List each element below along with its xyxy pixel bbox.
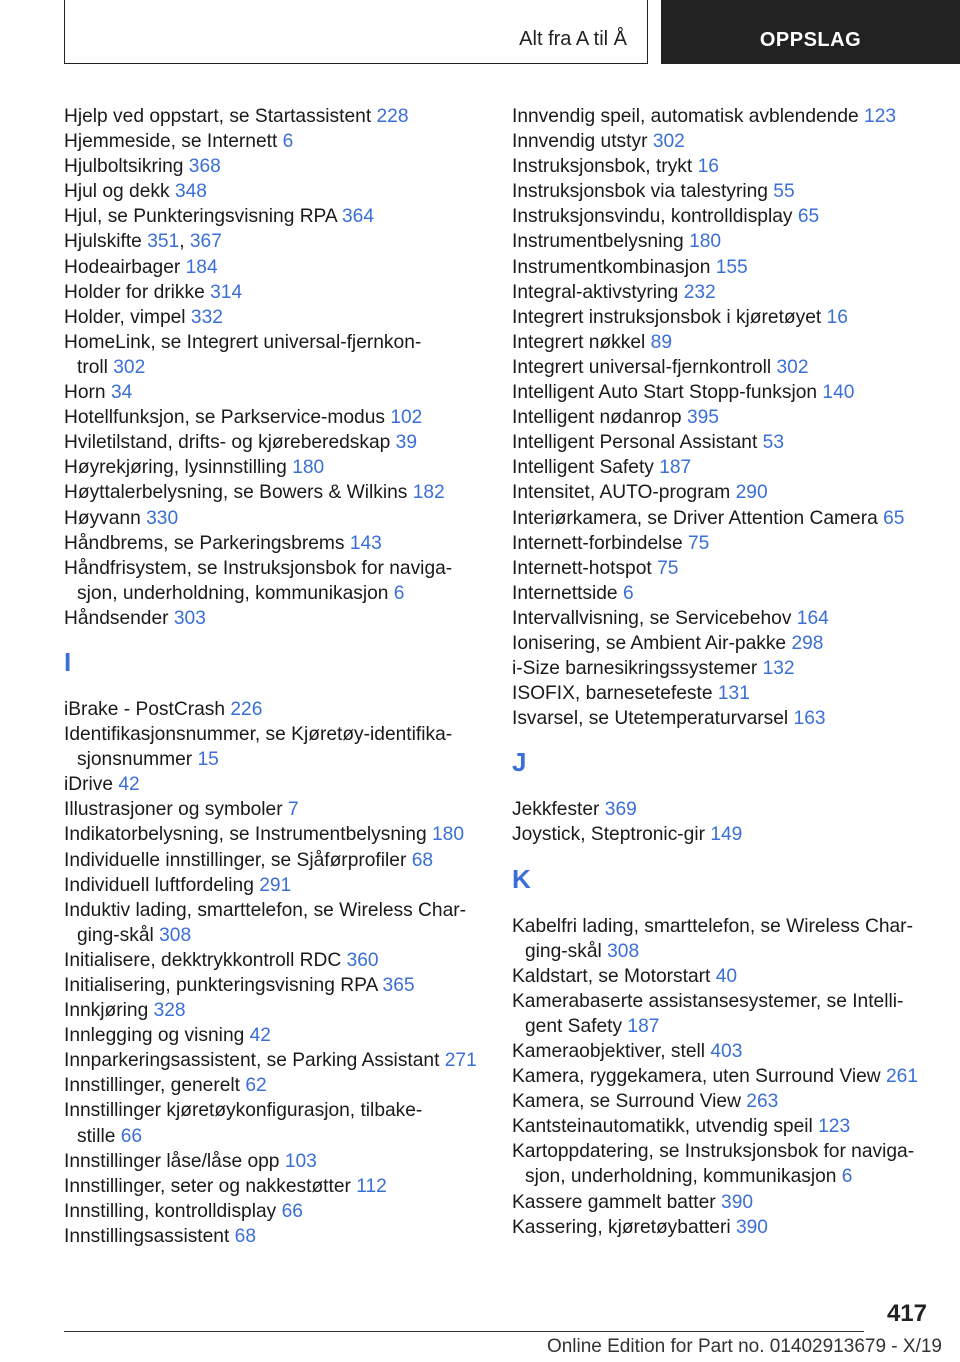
page-number: 417 <box>886 1300 927 1327</box>
entry-term: Individuell luftfordeling <box>64 874 254 896</box>
index-entry <box>512 606 932 631</box>
index-column-left <box>64 104 494 1249</box>
page-reference-link[interactable]: 328 <box>153 1000 186 1022</box>
entry-term: Integrert instruksjonsbok i kjøretøyet <box>512 306 822 328</box>
index-entry <box>64 797 494 822</box>
entry-term: gent Safety <box>525 1015 623 1037</box>
index-entry <box>64 873 494 898</box>
page-reference-link[interactable]: 180 <box>292 457 325 479</box>
page-reference-link[interactable]: 39 <box>395 432 418 454</box>
index-entry <box>64 280 494 305</box>
entry-term: Hodeairbager <box>64 256 181 278</box>
entry-term: Innstillinger kjøretøykonfigurasjon, tilbake- <box>64 1100 423 1122</box>
index-entry <box>64 948 494 973</box>
entry-term: Illustrasjoner og symboler <box>64 799 283 821</box>
entry-term: ISOFIX, barnesetefeste <box>512 683 713 705</box>
page-reference-link[interactable]: 302 <box>113 356 146 378</box>
entry-term: Innstilling, kontrolldisplay <box>64 1200 277 1222</box>
entry-term: Hviletilstand, drifts- og kjøreberedskap <box>64 432 391 454</box>
page-reference-link[interactable]: 180 <box>689 231 722 253</box>
page-reference-link[interactable]: 348 <box>174 181 207 203</box>
entry-term: Integrert nøkkel <box>512 331 646 353</box>
index-entry <box>64 405 494 430</box>
index-entry <box>512 430 932 455</box>
entry-term: Innkjøring <box>64 1000 149 1022</box>
page-reference-link[interactable]: 155 <box>715 256 748 278</box>
index-entry <box>512 330 932 355</box>
page-reference-link[interactable]: 163 <box>793 708 826 730</box>
index-entry <box>512 154 932 179</box>
page-reference-link[interactable]: 302 <box>652 131 685 153</box>
page-reference-link[interactable]: 68 <box>411 849 434 871</box>
entry-term: Intelligent nødanrop <box>512 407 682 429</box>
index-entry <box>64 1199 494 1224</box>
index-entry <box>512 964 932 989</box>
index-entry <box>64 430 494 455</box>
page-reference-link[interactable]: 308 <box>159 924 192 946</box>
entry-term: Kassering, kjøretøybatteri <box>512 1216 731 1238</box>
entry-term: stille <box>77 1125 116 1147</box>
entry-term: Internett-forbindelse <box>512 532 683 554</box>
entry-term: sjon, underholdning, kommunikasjon <box>525 1166 837 1188</box>
index-entry <box>64 154 494 179</box>
page-reference-link[interactable]: 53 <box>762 432 785 454</box>
entry-term: Instrumentbelysning <box>512 231 684 253</box>
entry-term: Ionisering, se Ambient Air-pakke <box>512 632 787 654</box>
page-reference-link[interactable]: 226 <box>230 698 263 720</box>
page-reference-link[interactable]: 102 <box>390 407 423 429</box>
page-reference-link[interactable]: 308 <box>607 940 640 962</box>
page-reference-link[interactable]: 65 <box>797 206 820 228</box>
index-entry <box>64 455 494 480</box>
page-reference-link[interactable]: 6 <box>282 131 294 153</box>
index-entry <box>512 581 932 606</box>
index-entry <box>512 280 932 305</box>
entry-term: Instruksjonsvindu, kontrolldisplay <box>512 206 793 228</box>
page-reference-link[interactable]: 149 <box>710 824 743 846</box>
index-entry <box>64 480 494 505</box>
footer-edition: Online Edition for Part no. 01402913679 - X/19 <box>546 1336 942 1357</box>
index-entry <box>512 1089 932 1114</box>
page-reference-link[interactable]: 187 <box>627 1015 660 1037</box>
page-reference-link[interactable]: 55 <box>773 181 795 203</box>
entry-term: Kartoppdatering, se Instruksjonsbok for naviga- <box>512 1141 915 1163</box>
header-section-box <box>64 0 648 64</box>
page-reference-link[interactable]: 364 <box>342 206 375 228</box>
page-reference-link[interactable]: 184 <box>185 256 218 278</box>
page-reference-link[interactable]: 403 <box>710 1041 743 1062</box>
entry-term: Kamerabaserte assistansesystemer, se Intelli- <box>512 990 904 1012</box>
index-entry <box>512 914 932 964</box>
page-reference-link[interactable]: 123 <box>818 1116 851 1138</box>
index-entry <box>512 405 932 430</box>
page-reference-link[interactable]: 368 <box>188 156 221 178</box>
entry-term: Induktiv lading, smarttelefon, se Wireless Char- <box>64 899 467 921</box>
page-reference-link[interactable]: 271 <box>444 1050 477 1072</box>
entry-term: Intelligent Personal Assistant <box>512 432 758 454</box>
entry-term: Kabelfri lading, smarttelefon, se Wireless Char- <box>512 915 913 937</box>
entry-term: Innstillinger låse/låse opp <box>64 1150 280 1172</box>
index-entry <box>64 1149 494 1174</box>
entry-term: Innparkeringsassistent, se Parking Assistant <box>64 1050 440 1072</box>
entry-term: Indikatorbelysning, se Instrumentbelysning <box>64 824 427 846</box>
entry-term: Hjemmeside, se Internett <box>64 131 278 153</box>
entry-term: Innvendig utstyr <box>512 131 648 153</box>
entry-term: Instrumentkombinasjon <box>512 256 711 278</box>
index-entry <box>512 129 932 154</box>
entry-term: Integral-aktivstyring <box>512 281 679 303</box>
page-reference-link[interactable]: 7 <box>287 799 299 821</box>
index-entry <box>64 556 494 606</box>
entry-term: Høyvann <box>64 507 141 529</box>
entry-term: Isvarsel, se Utetemperaturvarsel <box>512 708 789 730</box>
index-entry <box>512 1215 932 1240</box>
index-entry <box>64 822 494 847</box>
index-entry <box>64 179 494 204</box>
page-reference-link[interactable]: 123 <box>864 106 897 127</box>
entry-term: Innvendig speil, automatisk avblendende <box>512 106 859 127</box>
page-reference-link[interactable]: 40 <box>715 965 738 987</box>
index-letter-heading: J <box>512 747 527 778</box>
entry-term: Høyrekjøring, lysinnstilling <box>64 457 287 479</box>
index-entry <box>512 989 932 1039</box>
entry-term: Jekkfester <box>512 799 600 821</box>
page-reference-link[interactable]: 15 <box>197 749 219 771</box>
page-header <box>64 0 960 66</box>
index-entry <box>512 455 932 480</box>
index-entry <box>512 681 932 706</box>
page-reference-link[interactable]: 6 <box>393 582 405 604</box>
index-entry <box>64 973 494 998</box>
index-entry <box>64 305 494 330</box>
index-entry <box>64 380 494 405</box>
page-reference-link[interactable]: 228 <box>376 106 409 127</box>
page-reference-link[interactable]: 291 <box>259 874 292 896</box>
page-reference-link[interactable]: 66 <box>120 1125 143 1147</box>
entry-term: Initialisering, punkteringsvisning RPA <box>64 975 378 996</box>
index-entry <box>512 480 932 505</box>
index-entry <box>64 606 494 631</box>
page-reference-link[interactable]: 62 <box>245 1075 267 1097</box>
page-reference-link[interactable]: 180 <box>431 824 464 846</box>
page-reference-link[interactable]: 131 <box>717 683 750 705</box>
entry-term: Intensitet, AUTO-program <box>512 482 731 504</box>
entry-term: Innstillinger, seter og nakkestøtter <box>64 1175 351 1197</box>
index-entry <box>64 1048 494 1073</box>
entry-term: Innstillingsassistent <box>64 1225 230 1247</box>
entry-term: Internettside <box>512 582 618 604</box>
page-reference-link[interactable]: 263 <box>746 1091 779 1113</box>
index-entry <box>512 305 932 330</box>
page-reference-link[interactable]: 365 <box>382 975 415 996</box>
index-entry <box>64 1073 494 1098</box>
page-reference-link[interactable]: 390 <box>721 1191 754 1213</box>
entry-term: Hotellfunksjon, se Parkservice-modus <box>64 407 385 429</box>
entry-term: HomeLink, se Integrert universal-fjernkon- <box>64 331 422 353</box>
entry-term: Kameraobjektiver, stell <box>512 1041 706 1062</box>
index-entry <box>512 229 932 254</box>
section-title: Alt fra A til Å <box>519 28 627 50</box>
index-entry <box>512 656 932 681</box>
index-letter-heading: K <box>512 863 531 894</box>
page-reference-link[interactable]: 16 <box>826 306 848 328</box>
entry-term: Kamera, se Surround View <box>512 1091 741 1113</box>
index-entry <box>512 355 932 380</box>
entry-term: Hjelp ved oppstart, se Startassistent <box>64 106 372 127</box>
page-reference-link[interactable]: 232 <box>683 281 716 303</box>
entry-term: Kamera, ryggekamera, uten Surround View <box>512 1066 881 1088</box>
index-entry <box>512 1139 932 1189</box>
entry-term: Instruksjonsbok, trykt <box>512 156 693 178</box>
page-reference-link[interactable]: 367 <box>189 231 222 253</box>
entry-term: ging-skål <box>77 924 154 946</box>
page-reference-link[interactable]: 65 <box>883 507 905 529</box>
entry-term: Holder, vimpel <box>64 306 186 328</box>
index-entry <box>512 706 932 731</box>
index-entry <box>64 1098 494 1148</box>
index-entry <box>512 179 932 204</box>
page-reference-link[interactable]: 290 <box>735 482 768 504</box>
page-reference-link[interactable]: 6 <box>841 1166 853 1188</box>
page-reference-link[interactable]: 34 <box>110 382 133 404</box>
index-entry <box>512 104 932 129</box>
index-entry <box>512 1114 932 1139</box>
entry-term: Interiørkamera, se Driver Attention Camera <box>512 507 878 529</box>
entry-term: Intervallvisning, se Servicebehov <box>512 607 792 629</box>
page-reference-link[interactable]: 303 <box>173 607 206 629</box>
page-reference-link[interactable]: 140 <box>822 382 855 404</box>
page-reference-link[interactable]: 103 <box>284 1150 317 1172</box>
entry-term: Hjul, se Punkteringsvisning RPA <box>64 206 337 228</box>
entry-term: Kantsteinautomatikk, utvendig speil <box>512 1116 813 1138</box>
page-reference-link[interactable]: 66 <box>281 1200 303 1222</box>
index-entry <box>64 898 494 948</box>
page-reference-link[interactable]: 390 <box>735 1216 768 1238</box>
header-chapter-box <box>661 0 960 64</box>
entry-term: Intelligent Safety <box>512 457 654 479</box>
entry-term: iDrive <box>64 774 114 796</box>
page-reference-link[interactable]: 132 <box>762 658 795 680</box>
page-reference-link[interactable]: 369 <box>604 799 637 821</box>
index-entry <box>64 772 494 797</box>
index-entry <box>64 531 494 556</box>
page-reference-link[interactable]: 68 <box>234 1225 256 1247</box>
index-entry <box>512 1039 932 1064</box>
entry-term: Internett-hotspot <box>512 557 652 579</box>
entry-term: Holder for drikke <box>64 281 205 303</box>
index-entry <box>64 330 494 380</box>
index-entry <box>512 506 932 531</box>
page-reference-link[interactable]: 360 <box>346 949 379 971</box>
page-reference-link[interactable]: 16 <box>697 156 719 178</box>
index-entry <box>64 104 494 129</box>
index-entry <box>64 255 494 280</box>
entry-term: Hjulskifte <box>64 231 142 253</box>
index-letter-heading: I <box>64 646 72 677</box>
entry-term: Individuelle innstillinger, se Sjåførprofiler <box>64 849 407 871</box>
page-reference-link[interactable]: 42 <box>249 1025 271 1047</box>
page-reference-link[interactable]: 89 <box>650 331 672 353</box>
entry-term: Initialisere, dekktrykkontroll RDC <box>64 949 342 971</box>
entry-term: Identifikasjonsnummer, se Kjøretøy-identifika- <box>64 724 453 746</box>
entry-term: Innstillinger, generelt <box>64 1075 240 1097</box>
page-reference-link[interactable]: 143 <box>349 532 382 554</box>
entry-term: Håndsender <box>64 607 169 629</box>
index-entry <box>64 697 494 722</box>
index-entry <box>64 506 494 531</box>
index-entry <box>64 722 494 772</box>
page-reference-link[interactable]: 75 <box>657 557 679 579</box>
entry-term: sjon, underholdning, kommunikasjon <box>77 582 389 604</box>
index-entry <box>64 998 494 1023</box>
entry-term: Håndbrems, se Parkeringsbrems <box>64 532 345 554</box>
entry-term: Instruksjonsbok via talestyring <box>512 181 768 203</box>
entry-term: Kassere gammelt batter <box>512 1191 716 1213</box>
entry-term: troll <box>77 356 108 378</box>
page-reference-link[interactable]: 395 <box>686 407 719 429</box>
index-entry <box>512 380 932 405</box>
page-reference-link[interactable]: 314 <box>210 281 243 303</box>
index-entry <box>64 204 494 229</box>
index-entry <box>64 1023 494 1048</box>
index-entry <box>512 556 932 581</box>
entry-term: Innlegging og visning <box>64 1025 245 1047</box>
index-entry <box>512 797 932 822</box>
page-reference-link[interactable]: 112 <box>356 1175 387 1197</box>
page-reference-link[interactable]: 302 <box>776 356 809 378</box>
index-entry <box>512 822 932 847</box>
entry-term: i-Size barnesikringssystemer <box>512 658 758 680</box>
page-reference-link[interactable]: 6 <box>622 582 634 604</box>
entry-term: ging-skål <box>525 940 602 962</box>
page-reference-link[interactable]: 75 <box>688 532 710 554</box>
index-entry <box>512 255 932 280</box>
index-entry <box>64 1224 494 1249</box>
page-reference-link[interactable]: 298 <box>791 632 824 654</box>
page-reference-link[interactable]: 332 <box>190 306 223 328</box>
entry-term: sjonsnummer <box>77 749 193 771</box>
index-column-right <box>512 104 932 1240</box>
page-reference-link[interactable]: 182 <box>412 482 445 504</box>
entry-term: Kaldstart, se Motorstart <box>512 965 711 987</box>
page-reference-link[interactable]: 261 <box>886 1066 919 1088</box>
page-reference-link[interactable]: 330 <box>146 507 179 529</box>
footer-divider <box>64 1331 864 1332</box>
entry-term: Høyttalerbelysning, se Bowers & Wilkins <box>64 482 408 504</box>
page-reference-link[interactable]: 187 <box>659 457 692 479</box>
entry-term: Hjul og dekk <box>64 181 170 203</box>
entry-term: Horn <box>64 382 106 404</box>
entry-term: Håndfrisystem, se Instruksjonsbok for naviga- <box>64 557 453 579</box>
entry-term: Hjulboltsikring <box>64 156 184 178</box>
index-entry <box>512 531 932 556</box>
entry-term: Integrert universal-fjernkontroll <box>512 356 772 378</box>
index-entry <box>512 204 932 229</box>
entry-term: iBrake - PostCrash <box>64 698 226 720</box>
page-reference-link[interactable]: 164 <box>796 607 829 629</box>
entry-term: Intelligent Auto Start Stopp-funksjon <box>512 382 818 404</box>
index-entry: Hjulskifte 351, 367 <box>64 231 222 253</box>
page-reference-link[interactable]: 42 <box>118 774 140 796</box>
index-entry <box>512 1190 932 1215</box>
page-reference-link[interactable]: 351 <box>147 231 180 253</box>
index-entry <box>64 129 494 154</box>
index-entry <box>512 1064 932 1089</box>
entry-term: Joystick, Steptronic-gir <box>512 824 705 846</box>
index-entry <box>512 631 932 656</box>
index-entry <box>64 1174 494 1199</box>
index-entry <box>64 848 494 873</box>
chapter-title: OPPSLAG <box>759 29 862 51</box>
